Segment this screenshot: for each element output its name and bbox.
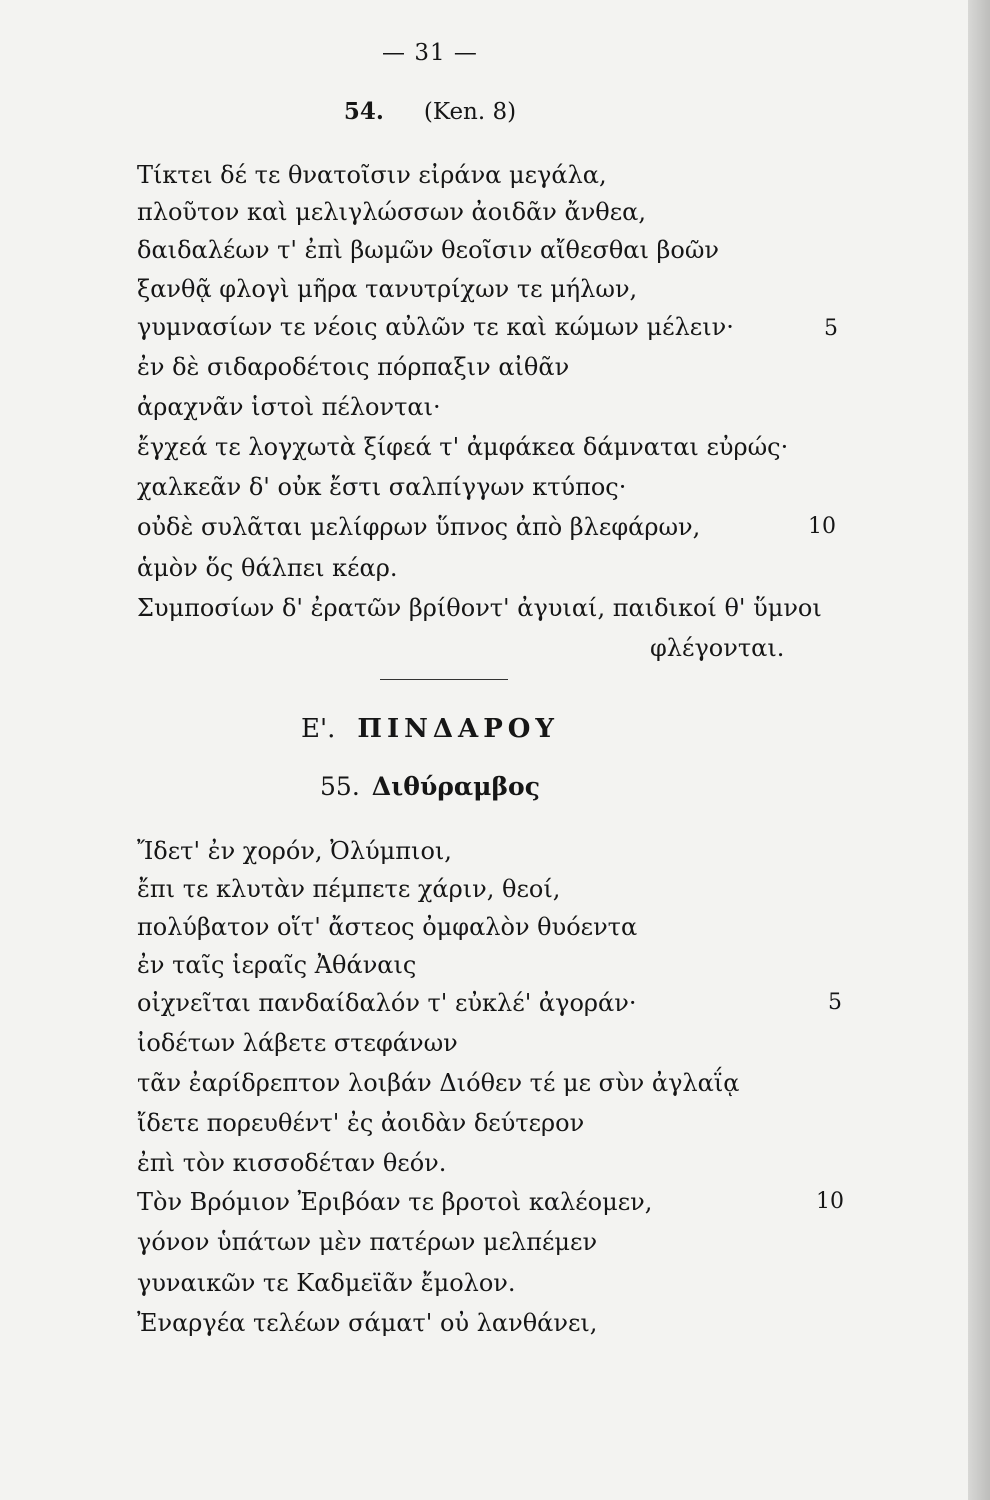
poem-55-title: Διθύραμβος — [371, 772, 540, 801]
poem-54-line: πλοῦτον καὶ μελιγλώσσων ἀοιδᾶν ἄνθεα, — [137, 198, 647, 226]
poem-55-line: Τὸν Βρόμιον Ἐριβόαν τε βροτοὶ καλέομεν, — [137, 1188, 653, 1216]
section-title: ΠΙΝΔΑΡΟΥ — [357, 714, 559, 744]
poem-54-line-continuation: φλέγονται. — [650, 634, 785, 662]
poem-55-number: 55. — [320, 772, 360, 801]
poem-54-line: ἐν δὲ σιδαροδέτοις πόρπαξιν αἰθᾶν — [137, 353, 570, 381]
poem-54-line: ἔγχεά τε λογχωτὰ ξίφεά τ' ἀμφάκεα δάμναται εὐρώς· — [137, 433, 789, 461]
page-edge-shadow — [968, 0, 990, 1500]
poem-54-line: Τίκτει δέ τε θνατοῖσιν εἰράνα μεγάλα, — [137, 161, 607, 189]
poem-54-line: οὐδὲ συλᾶται μελίφρων ὕπνος ἀπὸ βλεφάρων, — [137, 513, 701, 541]
poem-55-line: Ἐναργέα τελέων σάματ' οὐ λανθάνει, — [137, 1309, 598, 1337]
poem-55-line: πολύβατον οἵτ' ἄστεος ὀμφαλὸν θυόεντα — [137, 913, 638, 941]
poem-54-line: Συμποσίων δ' ἐρατῶν βρίθοντ' ἀγυιαί, παιδικοί θ' ὕμνοι — [137, 594, 822, 622]
poem-54-source: (Ken. 8) — [423, 99, 517, 125]
poem-55-line: ἴδετε πορευθέντ' ἐς ἀοιδὰν δεύτερον — [137, 1109, 585, 1137]
poem-55-line: Ἴδετ' ἐν χορόν, Ὀλύμπιοι, — [137, 837, 452, 865]
poem-54-line: ξανθᾷ φλογὶ μῆρα τανυτρίχων τε μήλων, — [137, 275, 638, 303]
poem-55-line: ἐν ταῖς ἱεραῖς Ἀθάναις — [137, 951, 417, 979]
poem-54-line-number: 10 — [808, 514, 836, 539]
section-divider — [380, 679, 508, 680]
section-number: Ε'. — [301, 714, 336, 744]
page-number: — 31 — — [382, 40, 478, 66]
poem-54-line-number: 5 — [824, 316, 838, 341]
poem-54-line: χαλκεᾶν δ' οὐκ ἔστι σαλπίγγων κτύπος· — [137, 473, 627, 501]
poem-55-line: ἔπι τε κλυτὰν πέμπετε χάριν, θεοί, — [137, 875, 561, 903]
poem-55-line: γυναικῶν τε Καδμεϊᾶν ἔμολον. — [137, 1269, 516, 1297]
poem-55-line-number: 10 — [816, 1189, 844, 1214]
poem-54-line: γυμνασίων τε νέοις αὐλῶν τε καὶ κώμων μέλειν· — [137, 313, 734, 341]
poem-55-line-number: 5 — [828, 990, 842, 1015]
poem-54-line: δαιδαλέων τ' ἐπὶ βωμῶν θεοῖσιν αἴθεσθαι βοῶν — [137, 236, 719, 264]
poem-55-line: τᾶν ἐαρίδρεπτον λοιβάν Διόθεν τέ με σὺν ἀγλαΐᾳ — [137, 1069, 740, 1097]
poem-54-line: ἀραχνᾶν ἱστοὶ πέλονται· — [137, 393, 441, 421]
section-heading — [0, 714, 860, 744]
poem-55-line: οἰχνεῖται πανδαίδαλόν τ' εὐκλέ' ἀγοράν· — [137, 989, 637, 1017]
poem-55-heading — [0, 772, 860, 801]
poem-55-line: γόνον ὑπάτων μὲν πατέρων μελπέμεν — [137, 1228, 598, 1256]
poem-54-heading — [0, 98, 860, 125]
poem-54-number: 54. — [343, 98, 384, 125]
poem-55-line: ἐπὶ τὸν κισσοδέταν θεόν. — [137, 1149, 447, 1177]
poem-54-line: ἁμὸν ὅς θάλπει κέαρ. — [137, 554, 398, 582]
poem-55-line: ἰοδέτων λάβετε στεφάνων — [137, 1029, 458, 1057]
